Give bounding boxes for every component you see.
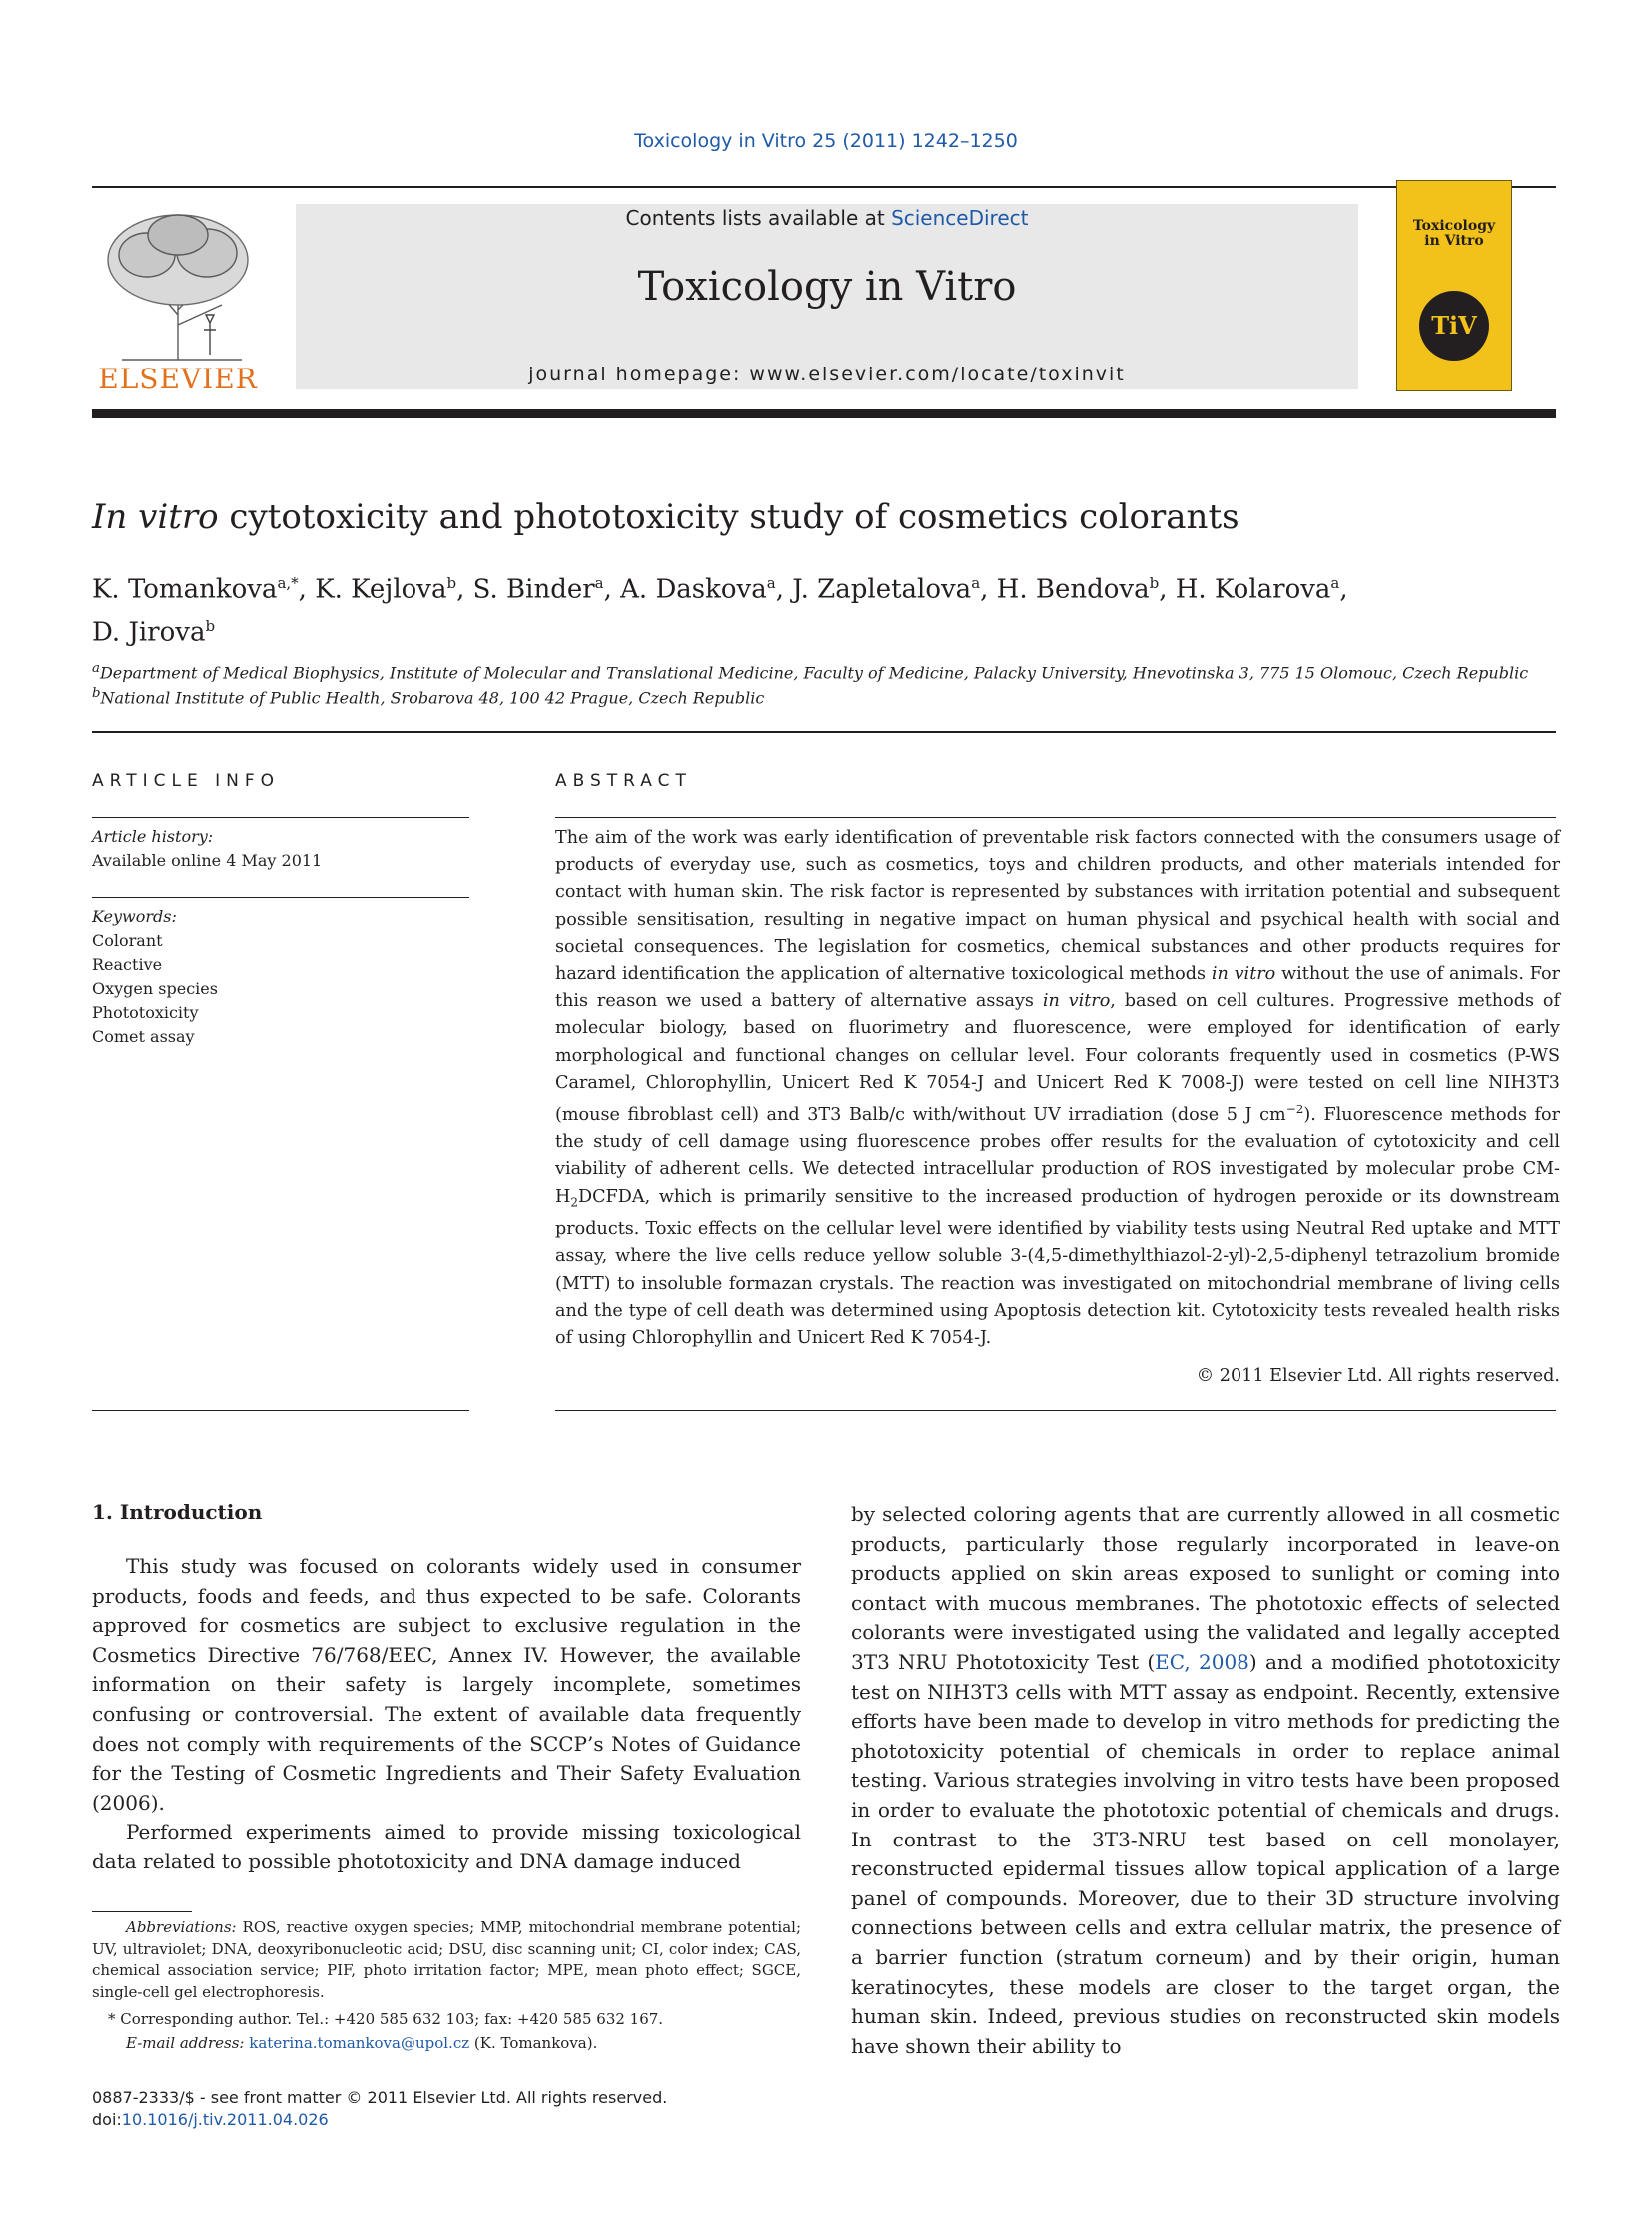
dose-exponent: −2	[1285, 1103, 1304, 1117]
email-footnote	[92, 2033, 801, 2055]
abstract-copyright: © 2011 Elsevier Ltd. All rights reserved.	[1196, 1366, 1560, 1386]
intro-right-text: by selected coloring agents that are currently allowed in all cosmetic products, particularly those regularly incorporated in leave-on products applied on skin areas exposed to sunlight or coming into contact with mucous membranes. The phototoxic effects of selected colorants were investigated using the validated and legally accepted 3T3 NRU Phototoxicity Test (	[851, 1502, 1560, 1674]
keyword[interactable]: Comet assay	[92, 1027, 195, 1046]
footnote-rule	[92, 1911, 192, 1912]
journal-reference[interactable]: Toxicology in Vitro 25 (2011) 1242–1250	[634, 130, 1018, 152]
author[interactable]: K. Tomankova	[92, 574, 278, 605]
affiliation-mark: b	[92, 686, 101, 701]
author[interactable]: D. Jirova	[92, 617, 206, 648]
title-rest: cytotoxicity and phototoxicity study of cosmetics colorants	[218, 497, 1239, 537]
history-label: Article history:	[92, 827, 214, 846]
abbrev-text: ROS, reactive oxygen species; MMP, mitochondrial membrane potential; UV, ultraviolet; DNA, deoxyribonucleotic acid; DSU, disc scanning unit; CI, color index; CAS, chemical association service; PIF, photo irritation factor; MPE, mean photo effect; SGCE, single-cell gel electrophoresis.	[92, 1918, 801, 2001]
author-list: K. Tomankova$^{a,*}$, K. Kejlova$^b$, S. Binder$^a$, A. Daskova$^a$, J. Zapletalova$^a$, H. Bendova$^b$, H. Kolarova$^a$, D. Jirova$^b$	[92, 574, 1348, 648]
doi-line	[92, 2109, 329, 2131]
abstract-run: The aim of the work was early identification of preventable risk factors connected with the consumers usage of products of everyday use, such as cosmetics, toys and children products, and other materials intended for contact with human skin. The risk factor is represented by substances with irritation potential and subsequent possible sensitisation, resulting in negative impact on human physical and psychical health with social and societal consequences. The legislation for cosmetics, chemical substances and other products requires for hazard identification the application of alternative toxicological methods	[555, 828, 1560, 985]
email-label: E-mail address:	[126, 2034, 245, 2052]
article-info-bottom-rule	[92, 1410, 469, 1411]
sciencedirect-link[interactable]: ScienceDirect	[891, 206, 1029, 230]
h2-subscript: 2	[570, 1195, 578, 1210]
article-title	[92, 497, 1556, 537]
citation-ec-2008[interactable]: EC, 2008	[1155, 1649, 1249, 1674]
corresponding-footnote: * Corresponding author. Tel.: +420 585 632 103; fax: +420 585 632 167.	[108, 2010, 664, 2028]
intro-right-text: ) and a modified phototoxicity test on NIH3T3 cells with MTT assay as endpoint. Recently, extensive efforts have been made to develop in vitro methods for predicting the phototoxicity potential of chemicals in order to replace animal testing. Various strategies involving in vitro tests have been proposed in order to evaluate the phototoxic potential of chemicals and drugs. In contrast to the 3T3-NRU test based on cell monolayer, reconstructed epidermal tissues allow topical application of a large panel of compounds. Moreover, due to their 3D structure involving connections between cells and extra cellular matrix, the presence of a barrier function (stratum corneum) and by their origin, human keratinocytes, these models are closer to the target organ, the human skin. Indeed, previous studies on reconstructed skin models have shown their ability to	[851, 1649, 1560, 2058]
abstract-text	[555, 825, 1560, 1352]
author[interactable]: H. Kolarova	[1175, 574, 1331, 605]
keyword[interactable]: Reactive	[92, 955, 163, 974]
publisher-logo	[92, 205, 264, 394]
author-affil-mark[interactable]: a	[1330, 574, 1340, 592]
affiliation-mark: a	[92, 661, 100, 676]
title-italic: In vitro	[92, 497, 219, 537]
section-heading-introduction: 1. Introduction	[92, 1500, 263, 1524]
cover-title: Toxicology in Vitro	[1412, 218, 1496, 249]
keyword[interactable]: Phototoxicity	[92, 1003, 199, 1022]
tree-icon	[92, 205, 264, 365]
homepage-line	[296, 364, 1358, 385]
abstract-run: without the use of animals. For this reason we used a battery of alternative assays	[555, 964, 1560, 1012]
email-suffix: (K. Tomankova).	[469, 2034, 598, 2052]
abstract-run: ). Fluorescence methods for the study of cell damage using fluorescence probes offer results for the evaluation of cytotoxicity and cell viability of adherent cells. We detected intracellular production of ROS investigated by molecular probe CM-H	[555, 1105, 1560, 1207]
doi-prefix: doi:	[92, 2110, 122, 2129]
history-value: Available online 4 May 2011	[92, 851, 323, 870]
article-info-rule	[92, 817, 469, 818]
cover-badge: TiV	[1431, 311, 1477, 340]
header-thick-rule	[92, 409, 1556, 418]
author-affil-mark[interactable]: b	[446, 574, 457, 592]
abstract-italic: in vitro	[1211, 964, 1276, 985]
issn-line: 0887-2333/$ - see front matter © 2011 Elsevier Ltd. All rights reserved.	[92, 2088, 668, 2107]
affiliation-rule	[92, 731, 1556, 733]
abbrev-label: Abbreviations:	[126, 1918, 237, 1936]
keyword[interactable]: Colorant	[92, 931, 163, 950]
intro-paragraph-2: Performed experiments aimed to provide missing toxicological data related to possible phototoxicity and DNA damage induced	[92, 1820, 801, 1873]
author-affil-mark[interactable]: a	[971, 574, 981, 592]
article-history	[92, 825, 469, 873]
author[interactable]: S. Binder	[472, 574, 595, 605]
abstract-italic: in vitro	[1042, 991, 1111, 1012]
abbreviations-footnote	[92, 1917, 801, 2003]
author-affil-mark[interactable]: b	[1149, 574, 1160, 592]
abstract-run: DCFDA, which is primarily sensitive to the increased production of hydrogen peroxide or its downstream products. Toxic effects on the cellular level were identified by viability tests using Neutral Red uptake and MTT assay, where the live cells reduce yellow soluble 3-(4,5-dimethylthiazol-2-yl)-2,5-diphenyl tetrazolium bromide (MTT) to insoluble formazan crystals. The reaction was investigated on mitochondrial membrane of living cells and the type of cell death was determined using Apoptosis detection kit. Cytotoxicity tests revealed health risks of using Chlorophyllin and Unicert Red K 7054-J.	[555, 1186, 1560, 1349]
author-affil-mark[interactable]: a	[766, 574, 776, 592]
homepage-prefix: journal homepage:	[528, 364, 750, 385]
homepage-url[interactable]: www.elsevier.com/locate/toxinvit	[749, 364, 1126, 385]
intro-right-column	[851, 1500, 1560, 2061]
publisher-name: ELSEVIER	[98, 363, 258, 395]
author[interactable]: H. Bendova	[996, 574, 1150, 605]
abstract-bottom-rule	[555, 1410, 1556, 1411]
article-info-heading: ARTICLE INFO	[92, 771, 280, 791]
keywords-label: Keywords:	[92, 907, 177, 926]
abstract-heading: ABSTRACT	[555, 771, 692, 791]
author[interactable]: A. Daskova	[620, 574, 767, 605]
email-link[interactable]: katerina.tomankova@upol.cz	[249, 2034, 470, 2052]
keywords-block	[92, 905, 469, 1049]
affiliation-a	[92, 661, 1570, 682]
top-rule	[92, 186, 1556, 188]
author-affil-mark[interactable]: a	[594, 574, 604, 592]
intro-paragraph-1: This study was focused on colorants widely used in consumer products, foods and feeds, and thus expected to be safe. Colorants approved for cosmetics are subject to exclusive regulation in the Cosmetics Directive 76/768/EEC, Annex IV. However, the available information on their safety is largely incomplete, sometimes confusing or controversial. The extent of available data frequently does not comply with requirements of the SCCP’s Notes of Guidance for the Testing of Cosmetic Ingredients and Their Safety Evaluation (2006).	[92, 1554, 801, 1815]
affiliation-text: Department of Medical Biophysics, Institute of Molecular and Translational Medicine, Faculty of Medicine, Palacky University, Hnevotinska 3, 775 15 Olomouc, Czech Republic	[99, 663, 1529, 683]
doi-link[interactable]: 10.1016/j.tiv.2011.04.026	[121, 2110, 329, 2129]
contents-line	[296, 206, 1358, 230]
journal-title: Toxicology in Vitro	[637, 264, 1017, 310]
keyword[interactable]: Oxygen species	[92, 979, 218, 998]
affiliation-b	[92, 686, 1570, 707]
abstract-rule	[555, 817, 1556, 818]
corresponding-text: Corresponding author. Tel.: +420 585 632 103; fax: +420 585 632 167.	[120, 2010, 664, 2028]
author-affil-mark[interactable]: a,*	[277, 574, 299, 592]
author[interactable]: J. Zapletalova	[792, 574, 972, 605]
history-rule	[92, 897, 469, 898]
abstract-run: , based on cell cultures. Progressive methods of molecular biology, based on fluorimetry and fluorescence, were employed for identification of early morphological and functional changes on cellular level. Four colorants frequently used in cosmetics (P-WS Caramel, Chlorophyllin, Unicert Red K 7054-J and Unicert Red K 7008-J) were tested on cell line NIH3T3 (mouse fibroblast cell) and 3T3 Balb/c with/without UV irradiation (dose 5 J cm	[555, 991, 1560, 1125]
journal-banner	[296, 204, 1358, 389]
author-affil-mark[interactable]: b	[205, 616, 216, 635]
contents-prefix: Contents lists available at	[625, 206, 892, 230]
affiliation-text: National Institute of Public Health, Srobarova 48, 100 42 Prague, Czech Republic	[100, 688, 765, 708]
intro-left-column	[92, 1552, 801, 1877]
journal-cover[interactable]	[1396, 180, 1512, 391]
author[interactable]: K. Kejlova	[315, 574, 447, 605]
